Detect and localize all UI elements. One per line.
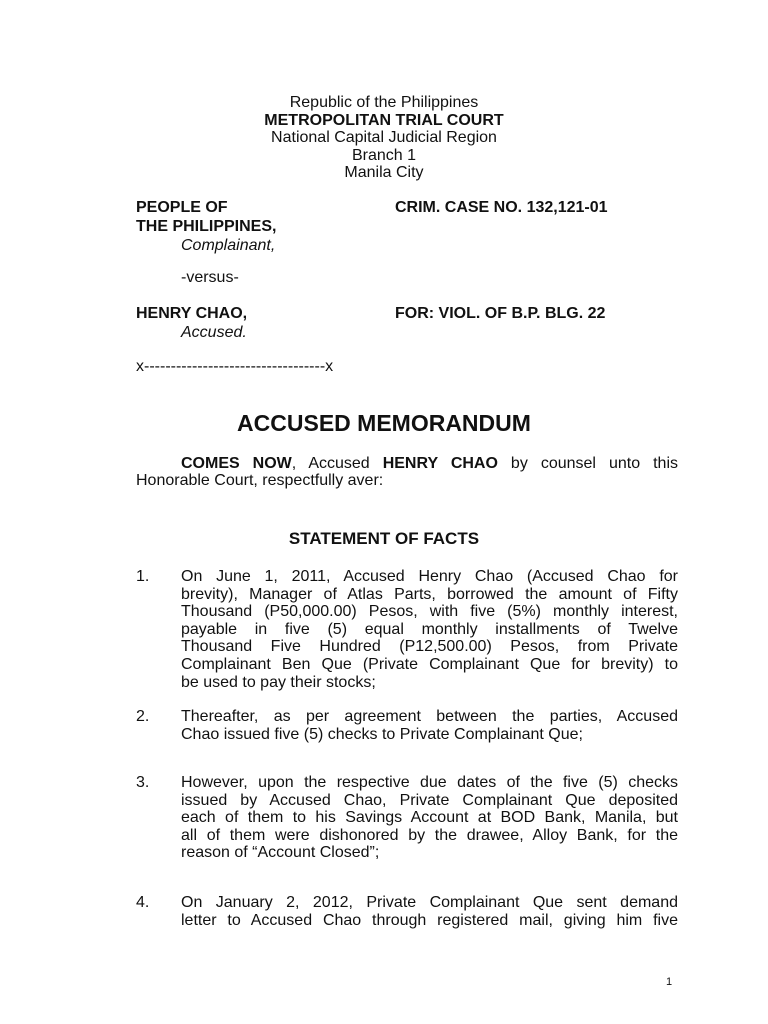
city-line: Manila City [344,164,424,181]
intro-accused-name: HENRY CHAO [382,455,498,472]
fact-line: Thousand Five Hundred (P12,500.00) Pesos, from Private [181,638,678,656]
page-number: 1 [666,976,673,988]
fact-line: Thereafter, as per agreement between the parties, Accused [181,708,678,725]
fact-line: issued by Accused Chao, Private Complainant Que deposited [181,791,678,809]
republic-line: Republic of the Philippines [289,94,479,111]
fact-item-1 [136,568,678,691]
plaintiff-role: Complainant, [181,237,276,254]
fact-text [181,774,678,862]
fact-number: 1. [136,568,150,585]
fact-line: payable in five (5) equal monthly installments of Twelve [181,620,678,638]
plaintiff-line-2: THE PHILIPPINES, [136,218,277,235]
fact-number: 3. [136,774,150,791]
fact-number: 2. [136,708,150,725]
fact-item-2 [136,708,678,743]
accused-role: Accused. [181,324,247,341]
region-line: National Capital Judicial Region [271,129,497,146]
versus-label: -versus- [181,269,239,286]
section-heading: STATEMENT OF FACTS [288,529,480,548]
fact-line: each of them to his Savings Account at BOD Bank, Manila, but [181,809,678,827]
intro-text-1: , Accused [291,455,383,472]
fact-line: On January 2, 2012, Private Complainant Que sent demand [181,894,678,911]
fact-text [181,894,678,929]
intro-paragraph [136,455,678,490]
court-header [0,94,768,182]
intro-text-2: by counsel unto this [497,455,678,472]
branch-line: Branch 1 [351,146,417,164]
plaintiff-line-1: PEOPLE OF [136,199,228,216]
fact-line: all of them were dishonored by the drawee, Alloy Bank, for the [181,826,678,844]
fact-number: 4. [136,894,150,911]
fact-line: be used to pay their stocks; [181,673,376,691]
caption-separator: x----------------------------------x [136,358,334,375]
fact-text [181,568,678,691]
fact-line: However, upon the respective due dates of the five (5) checks [181,774,678,791]
fact-line: brevity), Manager of Atlas Parts, borrowed the amount of Fifty [181,585,678,603]
intro-line-2: Honorable Court, respectfully aver: [136,472,384,490]
fact-line: Thousand (P50,000.00) Pesos, with five (5%) monthly interest, [181,603,678,621]
fact-line: Complainant Ben Que (Private Complainant Que for brevity) to [181,655,678,673]
fact-item-3 [136,774,678,862]
comes-now-label: COMES NOW [181,455,292,472]
fact-line: letter to Accused Chao through registered mail, giving him five [181,911,678,929]
fact-line: On June 1, 2011, Accused Henry Chao (Accused Chao for [181,568,678,585]
document-title: ACCUSED MEMORANDUM [237,410,531,436]
offense-label: FOR: VIOL. OF B.P. BLG. 22 [395,305,606,322]
fact-text [181,708,678,743]
court-name: METROPOLITAN TRIAL COURT [264,111,504,129]
fact-item-4 [136,894,678,929]
fact-line: Chao issued five (5) checks to Private Complainant Que; [181,725,583,743]
accused-name: HENRY CHAO, [136,305,248,322]
case-number: CRIM. CASE NO. 132,121-01 [395,199,608,216]
fact-line: reason of “Account Closed”; [181,844,380,862]
